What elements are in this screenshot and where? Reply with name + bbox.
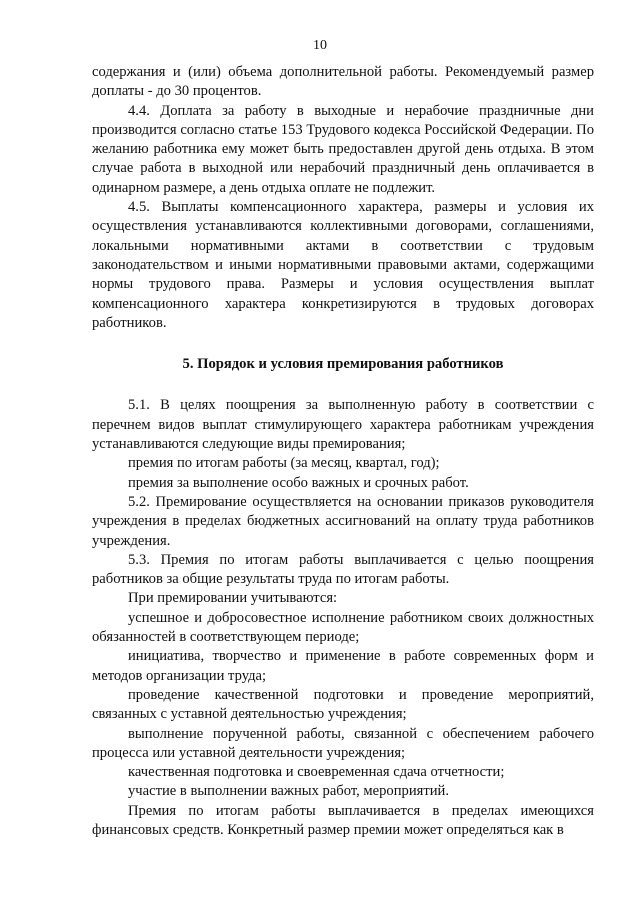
paragraph-5-1: 5.1. В целях поощрения за выполненную работу в соответствии с перечнем видов выплат стимулирующего характера работникам учреждения устанавливаются следующие виды премирования; xyxy=(92,397,594,453)
list-item-criterion-4: выполнение порученной работы, связанной с обеспечением рабочего процесса или уставной деятельности учреждения; xyxy=(92,725,594,761)
paragraph-considered: При премировании учитываются: xyxy=(128,590,338,607)
paragraph-continuation: содержания и (или) объема дополнительной работы. Рекомендуемый размер доплаты - до 30 процентов. xyxy=(92,64,594,100)
document-body xyxy=(92,63,594,840)
paragraph-5-2: 5.2. Премирование осуществляется на основании приказов руководителя учреждения в пределах бюджетных ассигнований на оплату труда работников учреждения. xyxy=(92,493,594,549)
list-item-criterion-5: качественная подготовка и своевременная сдача отчетности; xyxy=(128,764,505,781)
section-heading: 5. Порядок и условия премирования работников xyxy=(182,356,504,373)
paragraph-5-3: 5.3. Премия по итогам работы выплачивается с целью поощрения работников за общие результаты труда по итогам работы. xyxy=(92,551,594,588)
page-number: 10 xyxy=(313,38,327,53)
paragraph-4-4: 4.4. Доплата за работу в выходные и нерабочие праздничные дни производится согласно статье 153 Трудового кодекса Российской Федерации. По желанию работника ему может быть предоставлен другой день отдыха. В этом случае работа в выходной или нерабочий праздничный день оплачивается в одинарном размере, а день отдыха оплате не подлежит. xyxy=(92,102,594,196)
list-item-criterion-2: инициатива, творчество и применение в работе современных форм и методов организации труда; xyxy=(92,648,594,684)
paragraph-final: Премия по итогам работы выплачивается в пределах имеющихся финансовых средств. Конкретный размер премии может определяться как в xyxy=(92,802,594,838)
list-item-criterion-3: проведение качественной подготовки и проведение мероприятий, связанных с уставной деятельностью учреждения; xyxy=(92,686,594,723)
list-item-bonus-period: премия по итогам работы (за месяц, квартал, год); xyxy=(128,455,440,472)
list-item-criterion-6: участие в выполнении важных работ, мероприятий. xyxy=(128,783,449,800)
list-item-criterion-1: успешное и добросовестное исполнение работником своих должностных обязанностей в соответствующем периоде; xyxy=(92,609,594,646)
list-item-bonus-urgent: премия за выполнение особо важных и срочных работ. xyxy=(128,474,469,491)
paragraph-4-5: 4.5. Выплаты компенсационного характера, размеры и условия их осуществления устанавливаются коллективными договорами, соглашениями, локальными нормативными актами в соответствии с трудовым законодательством и иными нормативными правовыми актами, содержащими нормы трудового права. Размеры и условия осуществления выплат компенсационного характера конкретизируются в трудовых договорах работников. xyxy=(92,199,594,331)
